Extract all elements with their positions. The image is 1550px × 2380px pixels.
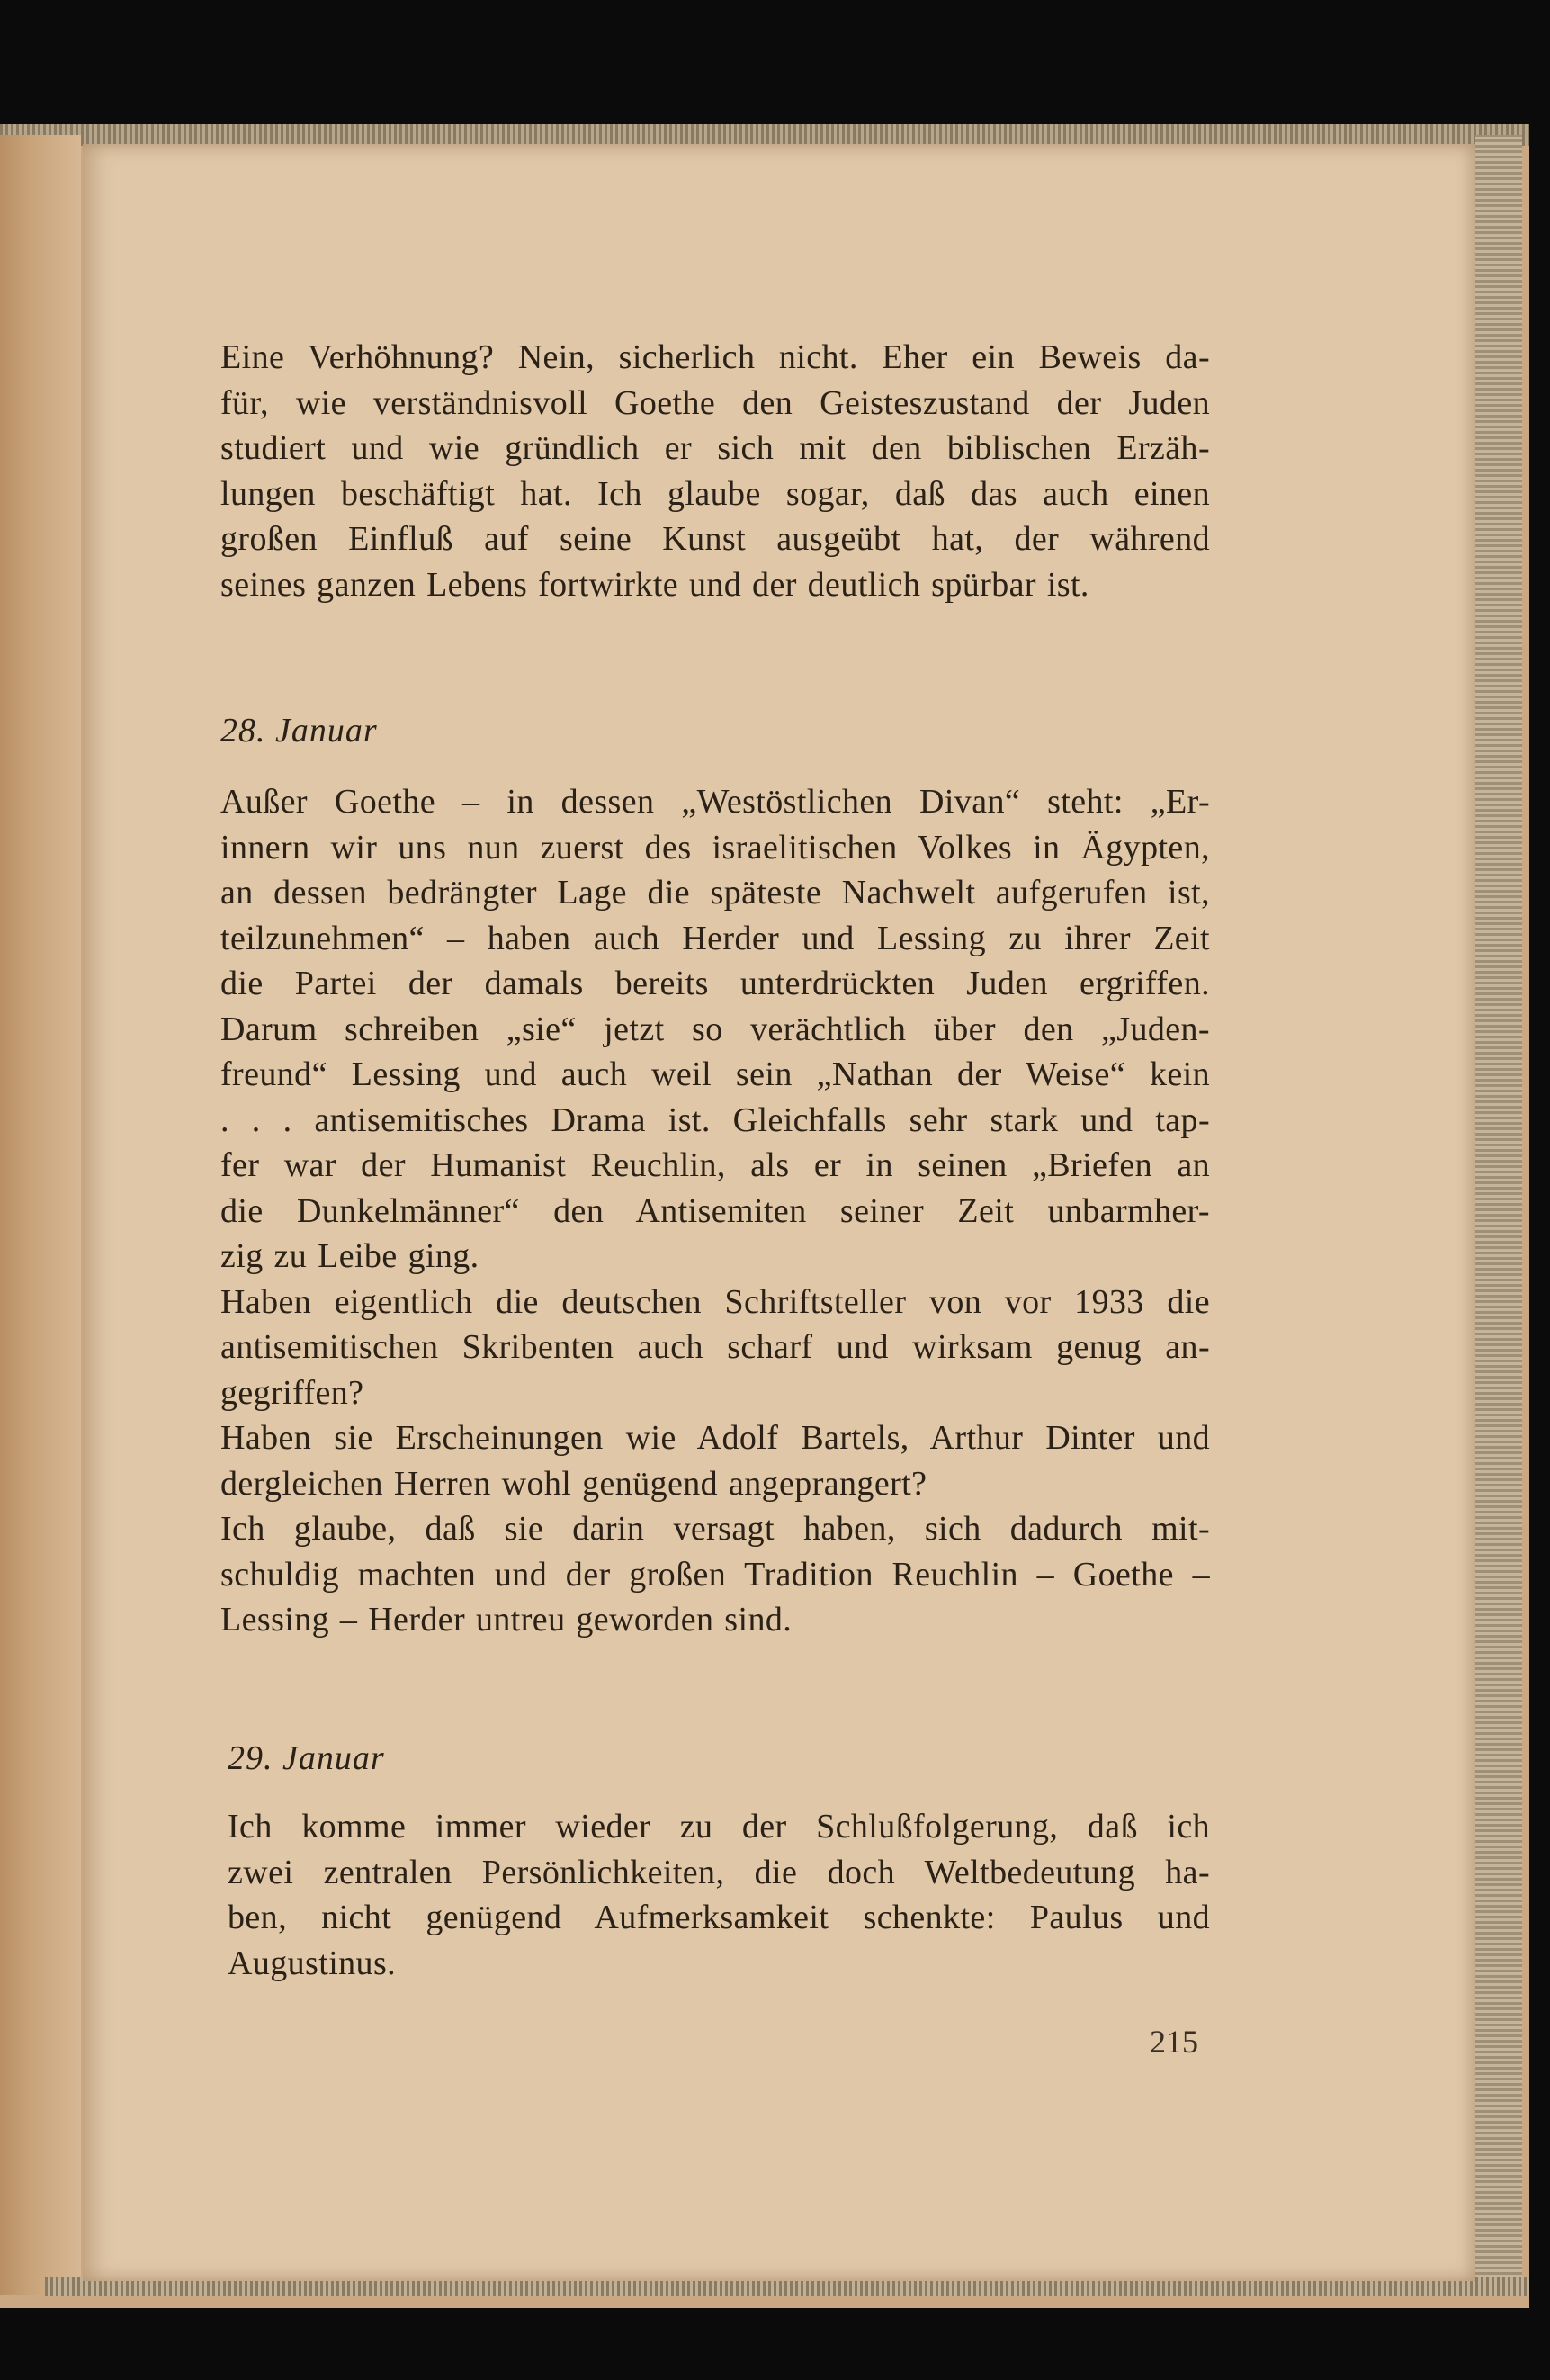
text-line: Haben eigentlich die deutschen Schriftsteller von vor 1933 die	[220, 1282, 1210, 1321]
heading-29-januar: 29. Januar	[228, 1739, 385, 1777]
text-line: großen Einfluß auf seine Kunst ausgeübt hat, der während	[220, 520, 1210, 558]
text-line: für, wie verständnisvoll Goethe den Geisteszustand der Juden	[220, 383, 1210, 422]
text-line: . . . antisemitisches Drama ist. Gleichfalls sehr stark und tap-	[220, 1100, 1210, 1139]
text-line: antisemitischen Skribenten auch scharf und wirksam genug an-	[220, 1328, 1210, 1366]
text-line: fer war der Humanist Reuchlin, als er in seinen „Briefen an	[220, 1146, 1210, 1184]
text-line: teilzunehmen“ – haben auch Herder und Lessing zu ihrer Zeit	[220, 919, 1210, 957]
text-line: seines ganzen Lebens fortwirkte und der deutlich spürbar ist.	[220, 565, 1089, 604]
text-line: Haben sie Erscheinungen wie Adolf Bartels, Arthur Dinter und	[220, 1419, 1210, 1457]
text-line: lungen beschäftigt hat. Ich glaube sogar, daß das auch einen	[220, 474, 1210, 513]
heading-28-januar: 28. Januar	[220, 712, 378, 750]
paragraph-2	[220, 779, 1210, 1643]
text-line: ben, nicht genügend Aufmerksamkeit schenkte: Paulus und	[228, 1899, 1210, 1936]
text-line: gegriffen?	[220, 1373, 364, 1412]
text-line: Ich glaube, daß sie darin versagt haben, sich dadurch mit-	[220, 1510, 1210, 1548]
text-line: Eine Verhöhnung? Nein, sicherlich nicht. Eher ein Beweis da-	[220, 338, 1210, 376]
page-number: 215	[1150, 2024, 1198, 2060]
right-binding	[1475, 135, 1522, 2286]
text-line: die Dunkelmänner“ den Antisemiten seiner Zeit unbarmher-	[220, 1191, 1210, 1230]
text-line: Darum schreiben „sie“ jetzt so verächtlich über den „Juden-	[220, 1010, 1210, 1048]
text-line: zwei zentralen Persönlichkeiten, die doch Weltbedeutung ha-	[228, 1853, 1210, 1891]
text-line: Lessing – Herder untreu geworden sind.	[220, 1601, 793, 1639]
top-headband	[0, 124, 1529, 146]
text-line: dergleichen Herren wohl genügend angeprangert?	[220, 1464, 927, 1503]
text-line: freund“ Lessing und auch weil sein „Nathan der Weise“ kein	[220, 1055, 1210, 1093]
text-line: Außer Goethe – in dessen „Westöstlichen Divan“ steht: „Er-	[220, 783, 1210, 821]
text-line: Ich komme immer wieder zu der Schlußfolgerung, daß ich	[228, 1808, 1210, 1846]
text-line: Augustinus.	[228, 1944, 397, 1982]
text-line: innern wir uns nun zuerst des israelitischen Volkes in Ägypten,	[220, 828, 1210, 867]
left-page-edge	[0, 135, 81, 2295]
text-line: schuldig machten und der großen Tradition Reuchlin – Goethe –	[220, 1555, 1210, 1594]
text-line: die Partei der damals bereits unterdrückten Juden ergriffen.	[220, 965, 1210, 1002]
paragraph-3	[228, 1804, 1210, 1986]
text-line: an dessen bedrängter Lage die späteste Nachwelt aufgerufen ist,	[220, 874, 1210, 912]
text-line: zig zu Leibe ging.	[220, 1237, 479, 1275]
paragraph-1	[220, 335, 1210, 607]
text-line: studiert und wie gründlich er sich mit den biblischen Erzäh-	[220, 429, 1210, 467]
